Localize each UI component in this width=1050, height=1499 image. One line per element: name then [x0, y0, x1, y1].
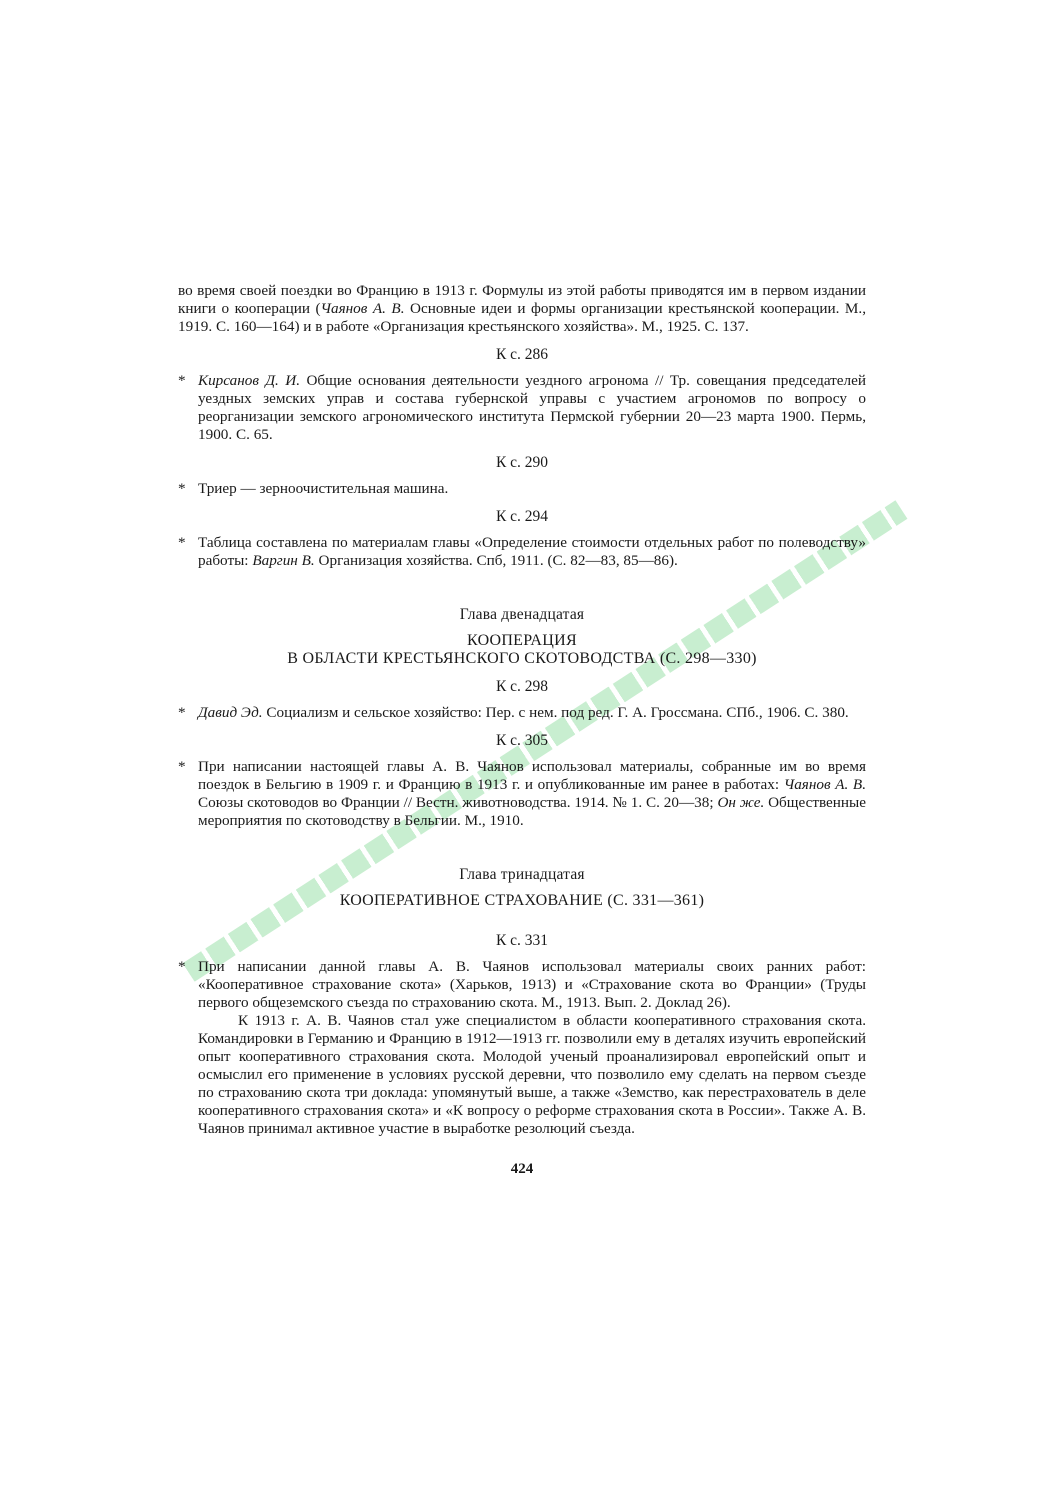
intro-paragraph: во время своей поездки во Францию в 1913 г. Формулы из этой работы приводятся им в первом издании книги о кооперации (Чаянов А. В. Основные идеи и формы организации крестьянской кооперации. М., 1919. С. 160—164) и в работе «Организация крестьянского хозяйства». М., 1925. С. 137. — [178, 282, 866, 335]
chapter-12-title-line1: КООПЕРАЦИЯ — [467, 632, 577, 649]
ref-heading-305: К с. 305 — [495, 732, 549, 749]
note-331-paragraph-2: К 1913 г. А. В. Чаянов стал уже специалистом в области кооперативного страхования скота. Командировки в Германию и Францию в 1912—1913 гг. позволили ему в деталях изучить европейский опыт кооперативного страхования скота. Молодой ученый проанализировал европейский опыт и осмыслил его применение в условиях русской деревни, что позволило ему сделать на первом съезде по страхованию скота три доклада: упомянутый выше, а также «Земство, как перестрахователь в деле кооперативного страхования скота» и «К вопросу о реформе страхования скота в России». Также А. В. Чаянов принимал активное участие в выработке резолюций съезда. — [198, 1012, 866, 1137]
chapter-12-label: Глава двенадцатая — [459, 606, 585, 623]
page-number: 424 — [510, 1161, 534, 1177]
chapter-13-label: Глава тринадцатая — [459, 866, 585, 883]
chapter-12-title-line2: В ОБЛАСТИ КРЕСТЬЯНСКОГО СКОТОВОДСТВА (С. 298—330) — [287, 650, 757, 667]
note-290: * Триер — зерноочистительная машина. — [178, 480, 449, 497]
ref-heading-294: К с. 294 — [495, 508, 549, 525]
note-305: * При написании настоящей главы А. В. Чаянов использовал материалы, собранные им во время поездок в Бельгию в 1909 г. и Францию в 1913 г. и опубликованные им ранее в работах: Чаянов А. В. Союзы скотоводов во Франции // Вестн. животноводства. 1914. № 1. С. 20—38; Он же. Общественные мероприятия по скотоводству в Бельгии. М., 1910. — [178, 758, 867, 829]
asterisk-icon: * — [178, 480, 186, 497]
ref-heading-331: К с. 331 — [495, 932, 549, 949]
ref-heading-298: К с. 298 — [495, 678, 549, 695]
asterisk-icon: * — [178, 758, 186, 775]
asterisk-icon: * — [178, 704, 186, 721]
note-331: * При написании данной главы А. В. Чаянов использовал материалы своих ранних работ: «Кооперативное страхование скота» (Харьков, 1913) и «Страхование скота во Франции» (Труды первого общеземского съезда по страхованию скота. М., 1913. Вып. 2. Доклад 26). — [178, 958, 866, 1011]
asterisk-icon: * — [178, 372, 186, 389]
ref-heading-286: К с. 286 — [495, 346, 549, 363]
asterisk-icon: * — [178, 958, 186, 975]
ref-heading-290: К с. 290 — [495, 454, 549, 471]
note-294: * Таблица составлена по материалам главы «Определение стоимости отдельных работ по полеводству» работы: Варгин В. Организация хозяйства. Спб, 1911. (С. 82—83, 85—86). — [178, 534, 866, 569]
note-298: * Давид Эд. Социализм и сельское хозяйство: Пер. с нем. под ред. Г. А. Гроссмана. СПб., 1906. С. 380. — [178, 704, 849, 721]
asterisk-icon: * — [178, 534, 186, 551]
page-body — [178, 282, 866, 1178]
note-286: * Кирсанов Д. И. Общие основания деятельности уездного агронома // Тр. совещания председателей уездных земских управ и состава губернской управы с участием агрономов по вопросу о реорганизации земского агрономического института Пермской губернии 20—23 марта 1900. Пермь, 1900. С. 65. — [178, 372, 866, 443]
chapter-13-title: КООПЕРАТИВНОЕ СТРАХОВАНИЕ (С. 331—361) — [339, 892, 705, 909]
